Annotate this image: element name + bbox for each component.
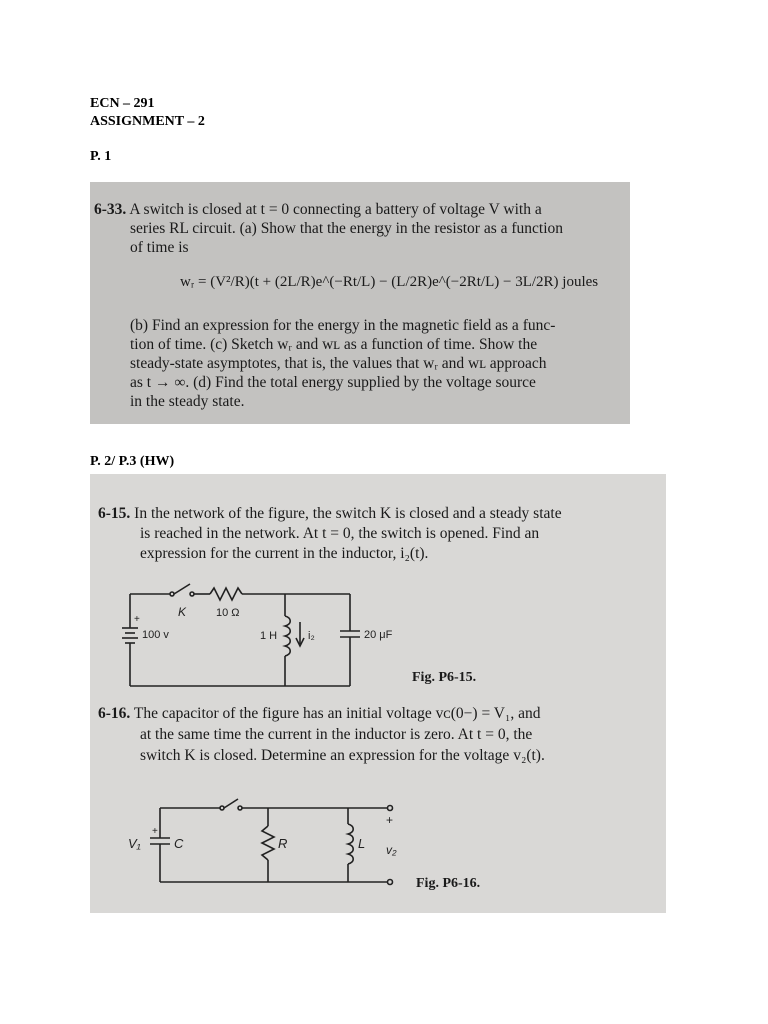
fig-p6-16-caption: Fig. P6-16. <box>416 876 481 891</box>
switch-k-label: K <box>178 605 187 619</box>
inductor-label: 1 H <box>260 630 278 642</box>
energy-formula: wᵣ = (V²/R)(t + (2L/R)e^(−Rt/L) − (L/2R)e^(−2Rt/L) − 3L/2R) joules <box>180 274 599 290</box>
circuit-p6-15 <box>120 576 400 696</box>
problem-6-33-line2: series RL circuit. (a) Show that the energy in the resistor as a function <box>130 220 564 237</box>
switch-k2 <box>224 799 238 808</box>
inductor-l <box>348 824 353 864</box>
problem-6-16-number: 6-16. <box>98 705 131 722</box>
v2-label: v₂ <box>386 843 397 857</box>
problem-6-16-line2: at the same time the current in the inductor is zero. At t = 0, the <box>140 726 533 743</box>
problem-6-33-line8: in the steady state. <box>130 393 245 410</box>
resistor-label: 10 Ω <box>216 607 240 619</box>
v2-plus: + <box>386 813 394 827</box>
l-label: L <box>358 836 366 851</box>
problem-6-33-photo <box>90 182 630 424</box>
course-code: ECN – 291 <box>90 96 155 111</box>
battery-label: 100 v <box>142 629 169 641</box>
problem-6-16-line3: switch K is closed. Determine an expression for the voltage v₂(t). <box>140 747 545 764</box>
problem-6-33-line7: as t → ∞. (d) Find the total energy supplied by the voltage source <box>130 374 536 391</box>
svg-text:+: + <box>134 614 140 625</box>
problem-6-33-line4: (b) Find an expression for the energy in the magnetic field as a func- <box>130 317 556 334</box>
problem-6-15-line3: expression for the current in the inductor, i₂(t). <box>140 545 429 562</box>
problem-6-15-16-photo <box>90 474 666 913</box>
capacitor-label: 20 μF <box>364 629 393 641</box>
assignment-title: ASSIGNMENT – 2 <box>90 114 205 129</box>
current-label: i₂ <box>308 630 315 642</box>
inductor-1h <box>285 616 290 656</box>
c-label: C <box>174 836 184 851</box>
problem-6-15-number: 6-15. <box>98 505 131 522</box>
circuit-p6-16 <box>120 796 420 896</box>
problem-6-33-number: 6-33. <box>94 201 127 218</box>
fig-p6-15-caption: Fig. P6-15. <box>412 670 477 685</box>
cap-plus: + <box>152 826 158 837</box>
problem-6-33-line3: of time is <box>130 239 189 256</box>
r-label: R <box>278 836 288 851</box>
problem-2-3-label: P. 2/ P.3 (HW) <box>90 454 175 469</box>
problem-1-label: P. 1 <box>90 149 112 164</box>
v1-label: V₁ <box>128 836 141 851</box>
problem-6-33-line6: steady-state asymptotes, that is, the values that wᵣ and wʟ approach <box>130 355 547 372</box>
problem-6-33-line5: tion of time. (c) Sketch wᵣ and wʟ as a function of time. Show the <box>130 336 538 353</box>
problem-6-16-line1: 6-16. The capacitor of the figure has an initial voltage vᴄ(0−) = V₁, and <box>98 705 541 722</box>
resistor-10 <box>210 588 242 600</box>
switch-k <box>174 584 190 594</box>
resistor-r <box>262 826 274 860</box>
problem-6-33-line1: 6-33. A switch is closed at t = 0 connecting a battery of voltage V with a <box>94 201 542 218</box>
problem-6-15-line2: is reached in the network. At t = 0, the switch is opened. Find an <box>140 525 540 542</box>
problem-6-15-line1: 6-15. In the network of the figure, the switch K is closed and a steady state <box>98 505 562 522</box>
